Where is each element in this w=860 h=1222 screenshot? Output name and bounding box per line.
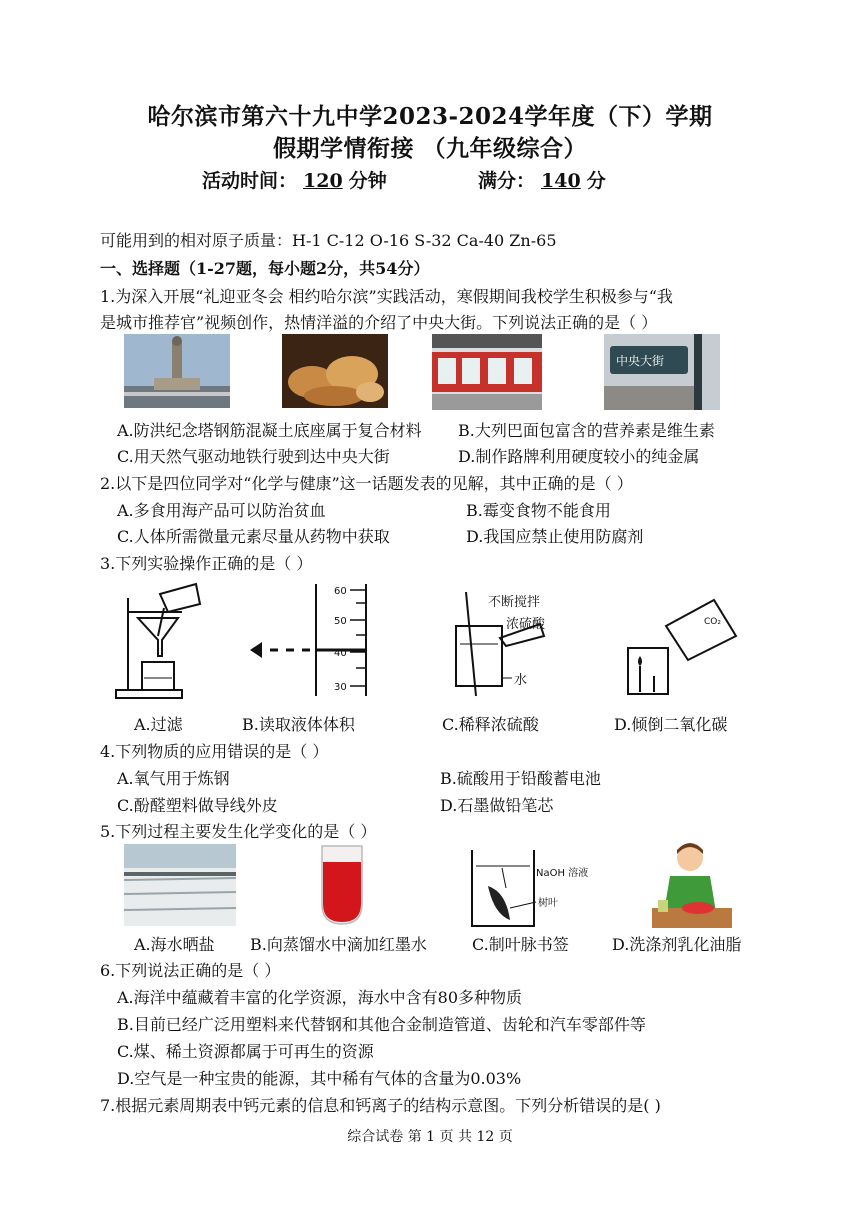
q1-option-d: D.制作路牌利用硬度较小的纯金属: [458, 447, 700, 466]
q3-option-c: C.稀释浓硫酸: [442, 715, 539, 734]
cylinder-tick-40: 40: [334, 648, 347, 659]
q4-option-c: C.酚醛塑料做导线外皮: [117, 796, 278, 815]
q3-diagram-dilution: [446, 586, 566, 700]
leaf-label: 树叶: [538, 898, 558, 909]
q3-option-b: B.读取液体体积: [242, 715, 355, 734]
cylinder-tick-60: 60: [334, 586, 347, 597]
time-label: 活动时间：: [202, 170, 298, 192]
exam-title-line1: 哈尔滨市第六十九中学2023-2024学年度（下）学期: [147, 103, 713, 130]
cylinder-tick-30: 30: [334, 682, 347, 693]
time-value: 120: [303, 170, 343, 192]
q5-image-test-tube: [314, 844, 370, 926]
q3-stem: 3.下列实验操作正确的是（ ）: [100, 554, 313, 573]
q5-option-d: D.洗涤剂乳化油脂: [612, 935, 742, 954]
q6-option-b: B.目前已经广泛用塑料来代替钢和其他合金制造管道、齿轮和汽车零部件等: [117, 1015, 646, 1034]
cylinder-tick-50: 50: [334, 616, 347, 627]
q5-image-salt-pans: [124, 844, 236, 926]
q1-option-a: A.防洪纪念塔钢筋混凝土底座属于复合材料: [117, 421, 422, 440]
q2-option-b: B.霉变食物不能食用: [466, 501, 611, 520]
q1-option-c: C.用天然气驱动地铁行驶到达中央大街: [117, 447, 390, 466]
time-unit: 分钟: [348, 170, 387, 192]
q5-image-dishwashing: [642, 842, 738, 930]
q1-stem-line1: 1.为深入开展“礼迎亚冬会 相约哈尔滨”实践活动，寒假期间我校学生积极参与“我: [100, 287, 673, 306]
q1-image-bread: [282, 334, 388, 408]
street-sign-text: 中央大街: [616, 354, 665, 368]
exam-time: [202, 166, 387, 193]
q3-diagram-pour-co2: [620, 596, 740, 700]
q3-option-a: A.过滤: [134, 715, 183, 734]
q5-diagram-leaf-vein: [466, 846, 596, 930]
co2-label: CO₂: [704, 617, 721, 627]
q1-stem-line2: 是城市推荐官”视频创作，热情洋溢的介绍了中央大街。下列说法正确的是（ ）: [100, 313, 658, 332]
q1-image-subway: [432, 334, 542, 410]
atomic-masses: 可能用到的相对原子质量：H-1 C-12 O-16 S-32 Ca-40 Zn-65: [100, 231, 557, 250]
exam-title-line2: 假期学情衔接 （九年级综合）: [272, 135, 587, 162]
q6-option-d: D.空气是一种宝贵的能源，其中稀有气体的含量为0.03%: [117, 1069, 522, 1088]
q5-option-b: B.向蒸馏水中滴加红墨水: [250, 935, 427, 954]
q3-diagram-cylinder: [244, 580, 384, 700]
section-heading: 一、选择题（1-27题，每小题2分，共54分）: [100, 259, 430, 278]
q6-stem: 6.下列说法正确的是（ ）: [100, 961, 281, 980]
q2-option-c: C.人体所需微量元素尽量从药物中获取: [117, 527, 390, 546]
q3-option-d: D.倾倒二氧化碳: [614, 715, 728, 734]
exam-score: [478, 166, 606, 193]
score-label: 满分：: [478, 170, 536, 192]
naoh-label: NaOH 溶液: [536, 868, 589, 879]
stir-label: 不断搅拌: [488, 595, 541, 610]
score-value: 140: [541, 170, 581, 192]
q2-stem: 2.以下是四位同学对“化学与健康”这一话题发表的见解，其中正确的是（ ）: [100, 474, 633, 493]
q1-image-monument: [124, 334, 230, 408]
q6-option-c: C.煤、稀土资源都属于可再生的资源: [117, 1042, 374, 1061]
water-label: 水: [514, 673, 528, 688]
q4-option-d: D.石墨做铅笔芯: [440, 796, 554, 815]
q6-option-a: A.海洋中蕴藏着丰富的化学资源，海水中含有80多种物质: [117, 988, 523, 1007]
q2-option-d: D.我国应禁止使用防腐剂: [466, 527, 644, 546]
q5-option-a: A.海水晒盐: [134, 935, 215, 954]
q4-stem: 4.下列物质的应用错误的是（ ）: [100, 742, 329, 761]
q4-option-b: B.硫酸用于铅酸蓄电池: [440, 769, 601, 788]
acid-label: 浓硫酸: [506, 617, 546, 632]
q5-option-c: C.制叶脉书签: [472, 935, 569, 954]
q1-image-street-sign: [604, 334, 720, 410]
q1-option-b: B.大列巴面包富含的营养素是维生素: [458, 421, 715, 440]
q2-option-a: A.多食用海产品可以防治贫血: [117, 501, 326, 520]
score-unit: 分: [586, 170, 606, 192]
q3-diagram-filtration: [112, 578, 212, 702]
page-footer: 综合试卷 第 1 页 共 12 页: [347, 1129, 513, 1145]
q5-stem: 5.下列过程主要发生化学变化的是（ ）: [100, 822, 377, 841]
eye-icon: [250, 642, 262, 658]
q7-stem: 7.根据元素周期表中钙元素的信息和钙离子的结构示意图。下列分析错误的是( ): [100, 1096, 661, 1115]
q4-option-a: A.氧气用于炼钢: [117, 769, 230, 788]
